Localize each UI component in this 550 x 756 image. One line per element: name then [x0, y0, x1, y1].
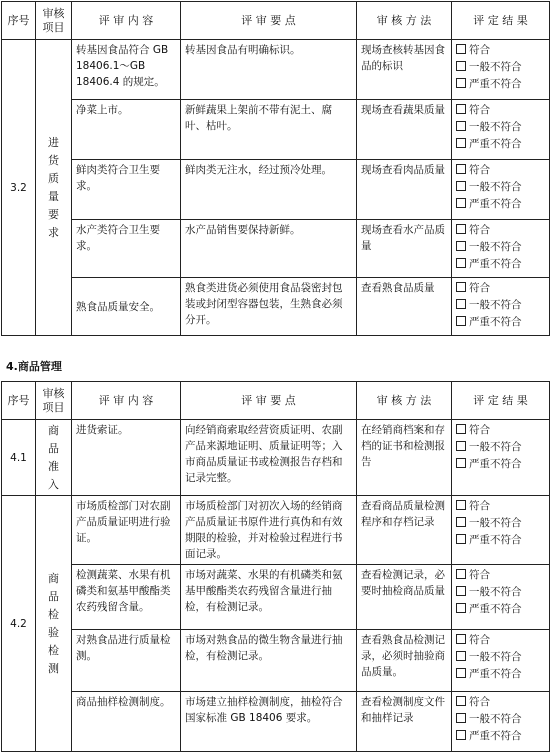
header-seq: 序号	[2, 2, 36, 40]
table-header-row	[2, 2, 550, 40]
checkbox-icon[interactable]	[456, 282, 466, 292]
result-option	[456, 632, 545, 649]
table-header-row	[2, 382, 550, 420]
header-result: 评 定 结 果	[452, 382, 550, 420]
checkbox-icon[interactable]	[456, 458, 466, 468]
result-option	[456, 601, 545, 618]
result-option-label: 符合	[469, 424, 490, 436]
result-option	[456, 567, 545, 584]
checkbox-icon[interactable]	[456, 121, 466, 131]
cell-content: 对熟食品进行质量检测。	[72, 630, 181, 692]
checkbox-icon[interactable]	[456, 181, 466, 191]
cell-content: 熟食品质量安全。	[72, 278, 181, 336]
result-option-label: 符合	[469, 224, 490, 236]
row-seq: 4.2	[2, 496, 36, 752]
cell-method: 现场查看蔬果质量	[357, 100, 452, 160]
cell-content: 市场质检部门对农副产品质量证明进行验证。	[72, 496, 181, 565]
result-option-label: 一般不符合	[469, 517, 522, 529]
header-item: 审核项目	[36, 382, 72, 420]
header-points: 评 审 要 点	[181, 382, 357, 420]
result-option-label: 符合	[469, 282, 490, 294]
result-option-label: 严重不符合	[469, 316, 522, 328]
result-options	[452, 692, 550, 752]
result-option	[456, 314, 545, 331]
header-points: 评 审 要 点	[181, 2, 357, 40]
checkbox-icon[interactable]	[456, 603, 466, 613]
table-row	[2, 278, 550, 336]
checkbox-icon[interactable]	[456, 224, 466, 234]
result-option-label: 符合	[469, 696, 490, 708]
cell-content: 鲜肉类符合卫生要求。	[72, 160, 181, 220]
cell-points: 鲜肉类无注水，经过预冷处理。	[181, 160, 357, 220]
result-option	[456, 584, 545, 601]
result-option-label: 一般不符合	[469, 181, 522, 193]
table-row	[2, 496, 550, 565]
result-options	[452, 630, 550, 692]
cell-method: 现场查看水产品质量	[357, 220, 452, 278]
result-option	[456, 456, 545, 473]
result-option	[456, 196, 545, 213]
result-option-label: 严重不符合	[469, 668, 522, 680]
cell-content: 转基因食品符合 GB 18406.1～GB 18406.4 的规定。	[72, 40, 181, 100]
table-row	[2, 565, 550, 630]
checkbox-icon[interactable]	[456, 569, 466, 579]
result-option	[456, 422, 545, 439]
cell-points: 市场质检部门对初次入场的经销商产品质量证书原件进行真伪和有效期限的检验，并对检验过程进行书面记录。	[181, 496, 357, 565]
result-option	[456, 256, 545, 273]
cell-method: 查看检测制度文件和抽样记录	[357, 692, 452, 752]
result-option-label: 一般不符合	[469, 713, 522, 725]
table-row	[2, 220, 550, 278]
result-options	[452, 160, 550, 220]
checkbox-icon[interactable]	[456, 316, 466, 326]
result-option-label: 一般不符合	[469, 299, 522, 311]
review-table-3-2	[1, 1, 550, 336]
result-options	[452, 496, 550, 565]
checkbox-icon[interactable]	[456, 61, 466, 71]
header-content: 评 审 内 容	[72, 2, 181, 40]
cell-points: 水产品销售要保持新鲜。	[181, 220, 357, 278]
result-options	[452, 565, 550, 630]
result-option-label: 严重不符合	[469, 138, 522, 150]
result-option	[456, 728, 545, 745]
result-option	[456, 666, 545, 683]
checkbox-icon[interactable]	[456, 299, 466, 309]
result-option	[456, 280, 545, 297]
result-option-label: 严重不符合	[469, 534, 522, 546]
checkbox-icon[interactable]	[456, 104, 466, 114]
checkbox-icon[interactable]	[456, 138, 466, 148]
cell-method: 查看检测记录，必要时抽检商品质量	[357, 565, 452, 630]
cell-method: 查看商品质量检测程序和存档记录	[357, 496, 452, 565]
result-options	[452, 278, 550, 336]
table-row	[2, 630, 550, 692]
cell-method: 查看熟食品质量	[357, 278, 452, 336]
header-method: 审 核 方 法	[357, 382, 452, 420]
checkbox-icon[interactable]	[456, 713, 466, 723]
checkbox-icon[interactable]	[456, 517, 466, 527]
result-option	[456, 179, 545, 196]
result-option-label: 符合	[469, 164, 490, 176]
table-row	[2, 160, 550, 220]
result-options	[452, 100, 550, 160]
result-option	[456, 162, 545, 179]
cell-method: 现场查核转基因食品的标识	[357, 40, 452, 100]
checkbox-icon[interactable]	[456, 44, 466, 54]
checkbox-icon[interactable]	[456, 586, 466, 596]
table-row	[2, 692, 550, 752]
checkbox-icon[interactable]	[456, 500, 466, 510]
result-option	[456, 102, 545, 119]
header-content: 评 审 内 容	[72, 382, 181, 420]
result-option-label: 严重不符合	[469, 198, 522, 210]
result-option-label: 严重不符合	[469, 730, 522, 742]
cell-points: 向经销商索取经营资质证明、农副产品来源地证明、质量证明等；入市商品质量证书或检测报告存档和记录完整。	[181, 420, 357, 496]
result-option-label: 符合	[469, 500, 490, 512]
checkbox-icon[interactable]	[456, 424, 466, 434]
header-method: 审 核 方 法	[357, 2, 452, 40]
result-option	[456, 694, 545, 711]
result-option-label: 严重不符合	[469, 258, 522, 270]
row-item: 商品准入	[36, 420, 72, 496]
cell-method: 在经销商档案和存档的证书和检测报告	[357, 420, 452, 496]
result-option	[456, 239, 545, 256]
result-option	[456, 532, 545, 549]
cell-points: 市场对蔬菜、水果的有机磷类和氨基甲酸酯类农药残留含量进行抽检，有检测记录。	[181, 565, 357, 630]
result-option	[456, 222, 545, 239]
cell-content: 检测蔬菜、水果有机磷类和氨基甲酸酯类农药残留含量。	[72, 565, 181, 630]
header-item: 审核项目	[36, 2, 72, 40]
result-option	[456, 136, 545, 153]
result-option-label: 严重不符合	[469, 458, 522, 470]
checkbox-icon[interactable]	[456, 534, 466, 544]
result-options	[452, 220, 550, 278]
cell-content: 净菜上市。	[72, 100, 181, 160]
table-row	[2, 100, 550, 160]
cell-method: 现场查看肉品质量	[357, 160, 452, 220]
checkbox-icon[interactable]	[456, 668, 466, 678]
result-option	[456, 119, 545, 136]
checkbox-icon[interactable]	[456, 441, 466, 451]
cell-points: 市场建立抽样检测制度，抽检符合国家标准 GB 18406 要求。	[181, 692, 357, 752]
checkbox-icon[interactable]	[456, 198, 466, 208]
result-option-label: 一般不符合	[469, 121, 522, 133]
result-option	[456, 649, 545, 666]
table-row	[2, 40, 550, 100]
checkbox-icon[interactable]	[456, 164, 466, 174]
result-option	[456, 711, 545, 728]
result-option-label: 一般不符合	[469, 61, 522, 73]
result-options	[452, 420, 550, 496]
result-option-label: 符合	[469, 569, 490, 581]
cell-content: 进货索证。	[72, 420, 181, 496]
result-option-label: 严重不符合	[469, 603, 522, 615]
row-seq: 3.2	[2, 40, 36, 336]
result-option-label: 一般不符合	[469, 586, 522, 598]
header-result: 评 定 结 果	[452, 2, 550, 40]
cell-points: 熟食类进货必须使用食品袋密封包装或封闭型容器包装，生熟食必须分开。	[181, 278, 357, 336]
result-option	[456, 498, 545, 515]
result-option	[456, 42, 545, 59]
table-row	[2, 420, 550, 496]
section-title: 4.商品管理	[6, 360, 62, 373]
cell-points: 市场对熟食品的微生物含量进行抽检，有检测记录。	[181, 630, 357, 692]
checkbox-icon[interactable]	[456, 696, 466, 706]
cell-content: 水产类符合卫生要求。	[72, 220, 181, 278]
cell-points: 新鲜蔬果上架前不带有泥土、腐叶、枯叶。	[181, 100, 357, 160]
checkbox-icon[interactable]	[456, 730, 466, 740]
cell-points: 转基因食品有明确标识。	[181, 40, 357, 100]
row-item: 进货质量要求	[36, 40, 72, 336]
result-option	[456, 297, 545, 314]
checkbox-icon[interactable]	[456, 78, 466, 88]
row-seq: 4.1	[2, 420, 36, 496]
checkbox-icon[interactable]	[456, 634, 466, 644]
result-option-label: 一般不符合	[469, 241, 522, 253]
result-option-label: 一般不符合	[469, 651, 522, 663]
row-item: 商品检验检测	[36, 496, 72, 752]
result-option	[456, 439, 545, 456]
cell-content: 商品抽样检测制度。	[72, 692, 181, 752]
result-option	[456, 59, 545, 76]
result-option-label: 一般不符合	[469, 441, 522, 453]
result-option-label: 符合	[469, 44, 490, 56]
result-option-label: 严重不符合	[469, 78, 522, 90]
checkbox-icon[interactable]	[456, 258, 466, 268]
result-option-label: 符合	[469, 104, 490, 116]
result-option	[456, 515, 545, 532]
result-option-label: 符合	[469, 634, 490, 646]
header-seq: 序号	[2, 382, 36, 420]
cell-method: 查看熟食品检测记录，必须时抽验商品质量。	[357, 630, 452, 692]
result-option	[456, 76, 545, 93]
review-table-4	[1, 381, 550, 752]
checkbox-icon[interactable]	[456, 651, 466, 661]
checkbox-icon[interactable]	[456, 241, 466, 251]
result-options	[452, 40, 550, 100]
